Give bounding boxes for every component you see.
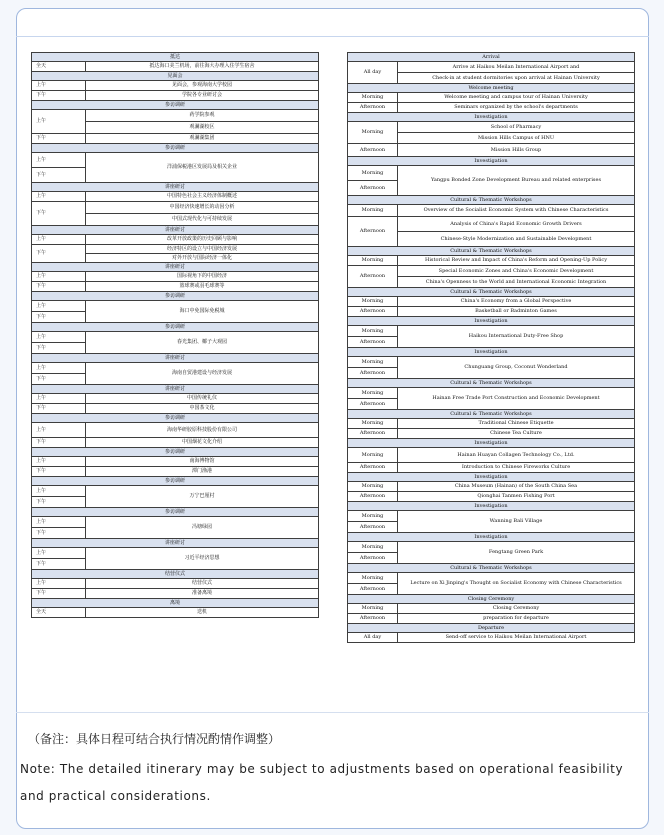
section-title: Investigation <box>348 502 635 511</box>
activity-cell: Traditional Chinese Etiquette <box>398 419 635 429</box>
schedule-row <box>348 205 635 217</box>
activity-cell: 对外开放与国际经济一体化 <box>86 254 319 263</box>
session-cell: 上午 <box>32 192 86 202</box>
schedule-row <box>32 62 319 72</box>
english-schedule-table <box>347 52 635 643</box>
section-title: Cultural & Thematic Workshops <box>348 564 635 573</box>
schedule-row <box>348 388 635 399</box>
day-section-header <box>32 263 319 272</box>
section-title: 讲座研讨 <box>32 263 319 272</box>
day-section-header <box>32 508 319 517</box>
day-section-header <box>32 539 319 548</box>
activity-cell: School of Pharmacy <box>398 122 635 133</box>
session-cell: 下午 <box>32 343 86 354</box>
schedule-row <box>348 217 635 232</box>
schedule-row <box>32 579 319 589</box>
section-title: 参访调研 <box>32 292 319 301</box>
schedule-row <box>32 404 319 414</box>
session-cell: 上午 <box>32 235 86 245</box>
schedule-row <box>32 202 319 214</box>
schedule-row <box>348 144 635 157</box>
activity-cell: China's Openness to the World and International Economic Integration <box>398 277 635 288</box>
session-cell: Morning <box>348 166 398 181</box>
session-cell: 上午 <box>32 517 86 528</box>
activity-cell: 习近平经济思想 <box>86 548 319 570</box>
day-section-header <box>32 477 319 486</box>
chinese-schedule-table <box>31 52 319 618</box>
day-section-header <box>32 354 319 363</box>
session-cell: Morning <box>348 297 398 307</box>
session-cell: Afternoon <box>348 399 398 410</box>
day-section-header <box>32 414 319 423</box>
session-cell: Afternoon <box>348 181 398 196</box>
activity-cell: Lecture on Xi Jinping's Thought on Socialist Economy with Chinese Characteristics <box>398 573 635 595</box>
schedule-row <box>32 110 319 122</box>
day-section-header <box>348 247 635 256</box>
session-cell: 上午 <box>32 486 86 497</box>
session-cell: 上午 <box>32 579 86 589</box>
session-cell: Morning <box>348 256 398 266</box>
day-section-header <box>348 53 635 62</box>
schedule-row <box>348 633 635 643</box>
day-section-header <box>348 348 635 357</box>
session-cell: Afternoon <box>348 337 398 348</box>
section-title: Closing Ceremony <box>348 595 635 604</box>
session-cell: 上午 <box>32 153 86 168</box>
session-cell: 上午 <box>32 110 86 134</box>
schedule-row <box>348 429 635 439</box>
english-schedule-document <box>347 52 635 643</box>
activity-cell: Hainan Free Trade Port Construction and Economic Development <box>398 388 635 410</box>
day-section-header <box>32 323 319 332</box>
schedule-row <box>32 192 319 202</box>
day-section-header <box>32 599 319 608</box>
activity-cell: Chinese Tea Culture <box>398 429 635 439</box>
session-cell: 上午 <box>32 332 86 343</box>
note-chinese: （备注：具体日程可结合执行情况酌情作调整） <box>28 732 281 746</box>
session-cell: Afternoon <box>348 522 398 533</box>
session-cell: Afternoon <box>348 614 398 624</box>
section-title: 参访调研 <box>32 508 319 517</box>
activity-cell: Arrive at Haikou Meilan International Airport and <box>398 62 635 73</box>
session-cell: Afternoon <box>348 266 398 288</box>
activity-cell: Yangpu Bonded Zone Development Bureau and related enterprises <box>398 166 635 196</box>
section-title: Welcome meeting <box>348 84 635 93</box>
section-title: Investigation <box>348 157 635 166</box>
activity-cell: 洋浦保税港区发展局及相关企业 <box>86 153 319 183</box>
day-section-header <box>348 157 635 166</box>
schedule-row <box>32 517 319 528</box>
activity-cell: 中国式现代化与可持续发展 <box>86 214 319 226</box>
activity-cell: 改革开放政策的历史回顾与影响 <box>86 235 319 245</box>
schedule-row <box>348 573 635 584</box>
section-title: Cultural & Thematic Workshops <box>348 288 635 297</box>
schedule-row <box>32 467 319 477</box>
activity-cell: Haikou International Duty-Free Shop <box>398 326 635 348</box>
session-cell: Afternoon <box>348 368 398 379</box>
section-title: Investigation <box>348 473 635 482</box>
session-cell: 上午 <box>32 548 86 559</box>
activity-cell: Analysis of China's Rapid Economic Growth Drivers <box>398 217 635 232</box>
activity-cell: 观澜湖校区 <box>86 122 319 134</box>
note-english: Note: The detailed itinerary may be subject to adjustments based on operational feasibility and practical considerations. <box>20 762 624 803</box>
activity-cell: Chinese-Style Modernization and Sustainable Development <box>398 232 635 247</box>
activity-cell: Mission Hills Group <box>398 144 635 157</box>
session-cell: 下午 <box>32 497 86 508</box>
activity-cell: 春光集团、椰子大观园 <box>86 332 319 354</box>
schedule-row <box>348 93 635 103</box>
schedule-row <box>32 394 319 404</box>
schedule-row <box>348 492 635 502</box>
section-title: 讲座研讨 <box>32 354 319 363</box>
schedule-row <box>32 81 319 91</box>
section-title: 参访调研 <box>32 448 319 457</box>
activity-cell: 冯塘绿园 <box>86 517 319 539</box>
schedule-row <box>32 589 319 599</box>
day-section-header <box>348 502 635 511</box>
session-cell: 下午 <box>32 589 86 599</box>
day-section-header <box>348 533 635 542</box>
schedule-row <box>348 614 635 624</box>
session-cell: 下午 <box>32 528 86 539</box>
day-section-header <box>32 72 319 81</box>
schedule-row <box>32 438 319 448</box>
day-section-header <box>348 113 635 122</box>
schedule-row <box>348 419 635 429</box>
session-cell: Morning <box>348 482 398 492</box>
schedule-row <box>348 307 635 317</box>
activity-cell: Closing Ceremony <box>398 604 635 614</box>
session-cell: Morning <box>348 542 398 553</box>
session-cell: 下午 <box>32 282 86 292</box>
session-cell: Afternoon <box>348 584 398 595</box>
section-title: Investigation <box>348 439 635 448</box>
session-cell: 下午 <box>32 438 86 448</box>
session-cell: Afternoon <box>348 429 398 439</box>
day-section-header <box>32 448 319 457</box>
activity-cell: 中国传统礼仪 <box>86 394 319 404</box>
day-section-header <box>32 53 319 62</box>
schedule-row <box>348 166 635 181</box>
schedule-row <box>32 457 319 467</box>
schedule-row <box>348 511 635 522</box>
day-section-header <box>32 570 319 579</box>
activity-cell: 见面会，参观海南大学校园 <box>86 81 319 91</box>
schedule-row <box>32 363 319 374</box>
session-cell: All day <box>348 633 398 643</box>
section-title: Cultural & Thematic Workshops <box>348 410 635 419</box>
activity-cell: Mission Hills Campus of HNU <box>398 133 635 144</box>
day-section-header <box>348 439 635 448</box>
schedule-row <box>32 245 319 254</box>
chinese-schedule-document <box>31 52 319 618</box>
session-cell: 下午 <box>32 404 86 414</box>
activity-cell: Special Economic Zones and China's Economic Development <box>398 266 635 277</box>
activity-cell: China's Economy from a Global Perspective <box>398 297 635 307</box>
section-title: Arrival <box>348 53 635 62</box>
section-title: Investigation <box>348 533 635 542</box>
session-cell: 全天 <box>32 62 86 72</box>
session-cell: 下午 <box>32 245 86 263</box>
activity-cell: 海南自贸港建设与经济发展 <box>86 363 319 385</box>
session-cell: Morning <box>348 357 398 368</box>
schedule-row <box>32 134 319 144</box>
activity-cell: 学院各专业研讨会 <box>86 91 319 101</box>
activity-cell: Historical Review and Impact of China's Reform and Opening-Up Policy <box>398 256 635 266</box>
session-cell: Morning <box>348 388 398 399</box>
session-cell: Afternoon <box>348 103 398 113</box>
day-section-header <box>348 473 635 482</box>
activity-cell: Welcome meeting and campus tour of Hainan University <box>398 93 635 103</box>
session-cell: Afternoon <box>348 307 398 317</box>
session-cell: 上午 <box>32 301 86 312</box>
day-section-header <box>348 379 635 388</box>
schedule-row <box>32 272 319 282</box>
session-cell: Afternoon <box>348 463 398 473</box>
day-section-header <box>32 144 319 153</box>
activity-cell: Check-in at student dormitories upon arrival at Hainan University <box>398 73 635 84</box>
activity-cell: 潭门渔港 <box>86 467 319 477</box>
schedule-row <box>348 297 635 307</box>
session-cell: 上午 <box>32 394 86 404</box>
session-cell: Afternoon <box>348 492 398 502</box>
session-cell: 上午 <box>32 363 86 374</box>
day-section-header <box>348 196 635 205</box>
schedule-row <box>348 448 635 463</box>
session-cell: Morning <box>348 448 398 463</box>
session-cell: Afternoon <box>348 144 398 157</box>
session-cell: Morning <box>348 573 398 584</box>
section-title: Investigation <box>348 348 635 357</box>
schedule-row <box>348 542 635 553</box>
schedule-row <box>348 326 635 337</box>
session-cell: 上午 <box>32 272 86 282</box>
activity-cell: 篮球赛或羽毛球赛等 <box>86 282 319 292</box>
section-title: 参访调研 <box>32 477 319 486</box>
section-title: 参访调研 <box>32 144 319 153</box>
activity-cell: 送机 <box>86 608 319 618</box>
section-title: Cultural & Thematic Workshops <box>348 196 635 205</box>
activity-cell: 经济特区的设立与中国经济发展 <box>86 245 319 254</box>
session-cell: All day <box>348 62 398 84</box>
activity-cell: 药学院参观 <box>86 110 319 122</box>
session-cell: 下午 <box>32 467 86 477</box>
day-section-header <box>348 595 635 604</box>
activity-cell: 万宁巴厘村 <box>86 486 319 508</box>
day-section-header <box>32 226 319 235</box>
day-section-header <box>32 101 319 110</box>
session-cell: Morning <box>348 326 398 337</box>
schedule-row <box>348 357 635 368</box>
day-section-header <box>348 564 635 573</box>
section-title: 讲座研讨 <box>32 226 319 235</box>
schedule-row <box>32 282 319 292</box>
notes-divider <box>16 712 649 713</box>
day-section-header <box>348 84 635 93</box>
activity-cell: 中国茶文化 <box>86 404 319 414</box>
session-cell: 下午 <box>32 91 86 101</box>
session-cell: 下午 <box>32 374 86 385</box>
activity-cell: 抵达海口美兰机场，前往海大办理入住学生宿舍 <box>86 62 319 72</box>
section-title: 见面会 <box>32 72 319 81</box>
session-cell: Morning <box>348 511 398 522</box>
schedule-row <box>348 463 635 473</box>
session-cell: Afternoon <box>348 553 398 564</box>
activity-cell: Chunguang Group, Coconut Wonderland <box>398 357 635 379</box>
activity-cell: Seminars organized by the school's departments <box>398 103 635 113</box>
schedule-row <box>348 604 635 614</box>
activity-cell: 中国特色社会主义经济体制概述 <box>86 192 319 202</box>
day-section-header <box>348 624 635 633</box>
section-title: Cultural & Thematic Workshops <box>348 247 635 256</box>
schedule-row <box>348 103 635 113</box>
activity-cell: 国际视角下的中国经济 <box>86 272 319 282</box>
session-cell: 上午 <box>32 457 86 467</box>
activity-cell: 中国经济快速增长的动因分析 <box>86 202 319 214</box>
schedule-row <box>32 423 319 438</box>
activity-cell: 观澜湖集团 <box>86 134 319 144</box>
session-cell: 上午 <box>32 423 86 438</box>
section-title: 参访调研 <box>32 323 319 332</box>
session-cell: 上午 <box>32 81 86 91</box>
session-cell: Morning <box>348 93 398 103</box>
section-title: 离境 <box>32 599 319 608</box>
activity-cell: 海南华研胶原科技股份有限公司 <box>86 423 319 438</box>
schedule-row <box>32 486 319 497</box>
session-cell: 下午 <box>32 202 86 226</box>
session-cell: 全天 <box>32 608 86 618</box>
day-section-header <box>348 410 635 419</box>
day-section-header <box>348 288 635 297</box>
day-section-header <box>32 385 319 394</box>
schedule-row <box>32 153 319 168</box>
session-cell: Morning <box>348 419 398 429</box>
card-header-divider <box>16 36 649 37</box>
schedule-row <box>348 62 635 73</box>
activity-cell: 准备离境 <box>86 589 319 599</box>
section-title: 参访调研 <box>32 101 319 110</box>
section-title: 讲座研讨 <box>32 385 319 394</box>
activity-cell: 海口中免国际免税城 <box>86 301 319 323</box>
session-cell: Morning <box>348 604 398 614</box>
section-title: Investigation <box>348 113 635 122</box>
schedule-row <box>32 332 319 343</box>
activity-cell: Wanning Bali Village <box>398 511 635 533</box>
session-cell: Morning <box>348 122 398 144</box>
section-title: Cultural & Thematic Workshops <box>348 379 635 388</box>
section-title: 讲座研讨 <box>32 539 319 548</box>
session-cell: 下午 <box>32 312 86 323</box>
activity-cell: Send-off service to Haikou Meilan International Airport <box>398 633 635 643</box>
day-section-header <box>32 183 319 192</box>
activity-cell: 中国烟花文化介绍 <box>86 438 319 448</box>
section-title: 结营仪式 <box>32 570 319 579</box>
activity-cell: 南海博物馆 <box>86 457 319 467</box>
activity-cell: Fengtang Green Park <box>398 542 635 564</box>
session-cell: Morning <box>348 205 398 217</box>
schedule-row <box>32 91 319 101</box>
session-cell: 下午 <box>32 134 86 144</box>
activity-cell: Qionghai Tanmen Fishing Port <box>398 492 635 502</box>
activity-cell: 结营仪式 <box>86 579 319 589</box>
section-title: 抵达 <box>32 53 319 62</box>
section-title: Investigation <box>348 317 635 326</box>
schedule-row <box>348 256 635 266</box>
schedule-row <box>32 608 319 618</box>
section-title: 参访调研 <box>32 414 319 423</box>
activity-cell: preparation for departure <box>398 614 635 624</box>
activity-cell: Hainan Huayan Collagen Technology Co., Ltd. <box>398 448 635 463</box>
day-section-header <box>348 317 635 326</box>
session-cell: 下午 <box>32 559 86 570</box>
schedule-row <box>348 266 635 277</box>
activity-cell: China Museum (Hainan) of the South China Sea <box>398 482 635 492</box>
schedule-row <box>32 548 319 559</box>
schedule-row <box>348 482 635 492</box>
activity-cell: Overview of the Socialist Economic System with Chinese Characteristics <box>398 205 635 217</box>
session-cell: 下午 <box>32 168 86 183</box>
schedule-row <box>32 235 319 245</box>
schedule-row <box>32 301 319 312</box>
schedule-row <box>348 122 635 133</box>
section-title: 讲座研讨 <box>32 183 319 192</box>
day-section-header <box>32 292 319 301</box>
activity-cell: Basketball or Badminton Games <box>398 307 635 317</box>
section-title: Departure <box>348 624 635 633</box>
activity-cell: Introduction to Chinese Fireworks Culture <box>398 463 635 473</box>
session-cell: Afternoon <box>348 217 398 247</box>
